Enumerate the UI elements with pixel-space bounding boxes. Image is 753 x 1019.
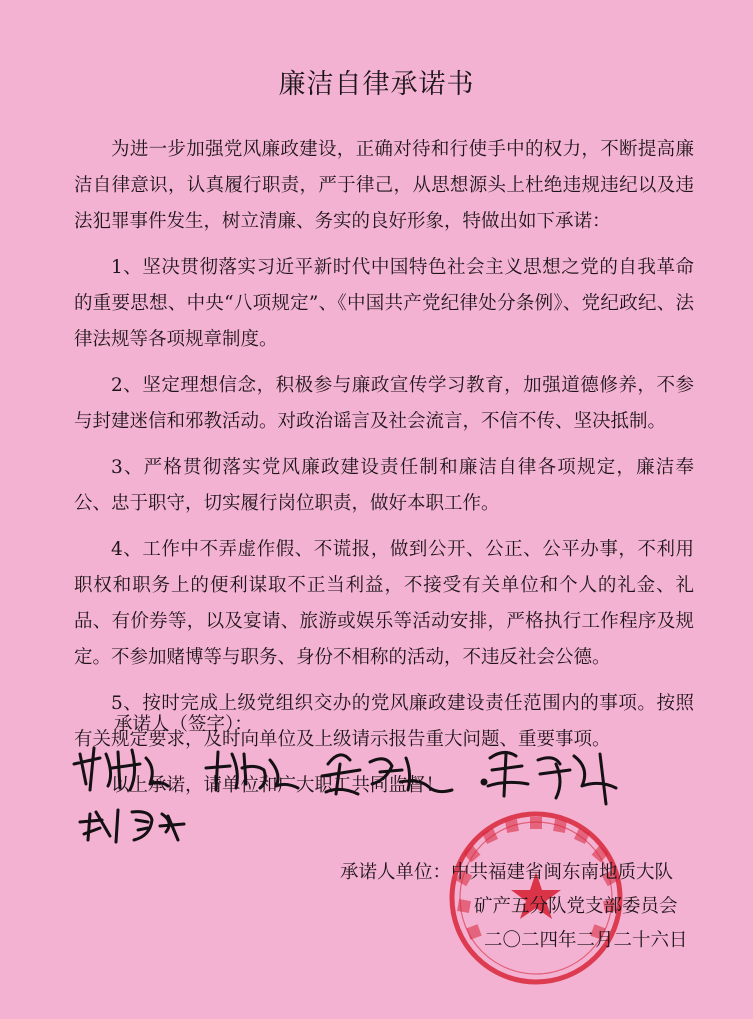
document-body — [74, 132, 694, 804]
unit-line2: 矿产五分队党支部委员会 — [474, 896, 678, 917]
unit-label: 承诺人单位：中共福建省闽东南地质大队 — [340, 862, 674, 883]
paragraph-item-3: 3、严格贯彻落实党风廉政建设责任制和廉洁自律各项规定，廉洁奉公、忠于职守，切实履行岗位职责，做好本职工作。 — [74, 457, 694, 514]
paragraph-item-1: 1、坚决贯彻落实习近平新时代中国特色社会主义思想之党的自我革命的重要思想、中央“八项规定”、《中国共产党纪律处分条例》、党纪政纪、法律法规等各项规章制度。 — [74, 257, 694, 350]
document-date: 二〇二四年二月二十六日 — [484, 930, 688, 951]
signature-label: 承诺人（签字）： — [114, 714, 253, 735]
signatory-unit-block — [340, 856, 700, 958]
document-title: 廉洁自律承诺书 — [278, 69, 475, 100]
paragraph-item-2: 2、坚定理想信念，积极参与廉政宣传学习教育，加强道德修养，不参与封建迷信和邪教活动。对政治谣言及社会流言，不信不传、坚决抵制。 — [74, 375, 694, 432]
paragraph-item-4: 4、工作中不弄虚作假、不谎报，做到公开、公正、公平办事，不利用职权和职务上的便利谋取不正当利益，不接受有关单位和个人的礼金、礼品、有价券等，以及宴请、旅游或娱乐等活动安排，严格执行工作程序及规定。不参加赌博等与职务、身份不相称的活动，不违反社会公德。 — [74, 539, 694, 668]
paragraph-item-5: 5、按时完成上级党组织交办的党风廉政建设责任范围内的事项。按照有关规定要求，及时向单位及上级请示报告重大问题、重要事项。 — [74, 693, 694, 750]
paragraph-closing: 以上承诺，请单位和广大职工共同监督！ — [111, 775, 445, 796]
paragraph-intro: 为进一步加强党风廉政建设，正确对待和行使手中的权力，不断提高廉洁自律意识，认真履行职责，严于律己，从思想源头上杜绝违规违纪以及违法犯罪事件发生，树立清廉、务实的良好形象，特做出如下承诺： — [74, 139, 694, 232]
